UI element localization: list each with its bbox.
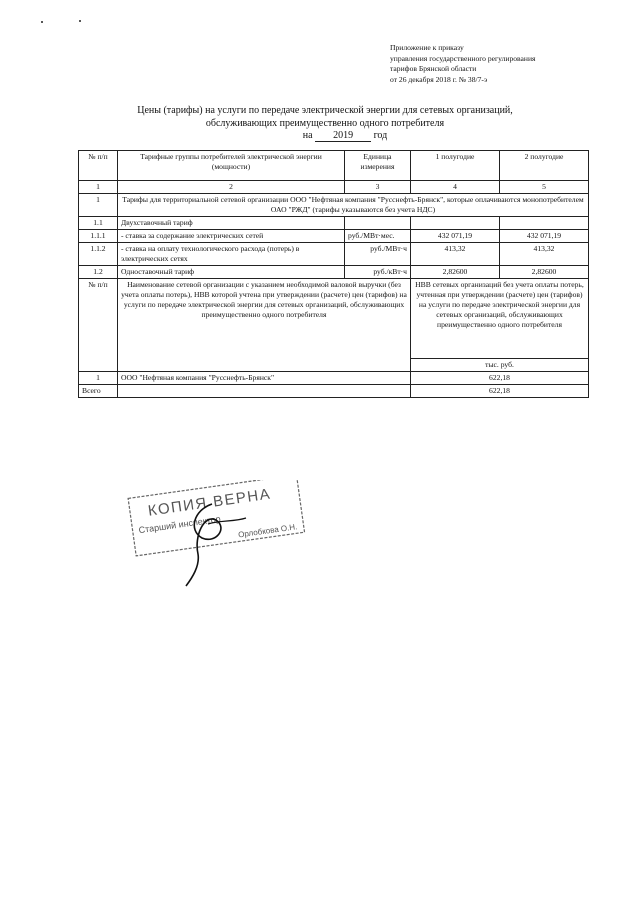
title-line-2: обслуживающих преимущественно одного потребителя <box>205 118 445 129</box>
row-h2: 2,82600 <box>500 266 589 279</box>
row-name: Двухставочный тариф <box>118 217 345 230</box>
row-num: 1.1 <box>79 217 118 230</box>
nvv-right-header: НВВ сетевых организаций без учета оплаты потерь, учтенная при утверждении (расчете) цен (тарифов) на услуги по передаче электрической энергии для сетевых организаций, обслуживающих преимущественно одного потребителя <box>411 279 589 359</box>
row-unit: руб./МВт·ч <box>345 243 411 266</box>
colnum-1: 1 <box>79 181 118 194</box>
title-line-1: Цены (тарифы) на услуги по передаче электрической энергии для сетевых организаций, <box>137 105 513 116</box>
header-row <box>79 151 589 181</box>
org-num: 1 <box>79 372 118 385</box>
nvv-header-row <box>79 279 589 359</box>
table-row <box>79 230 589 243</box>
row-num: 1.1.1 <box>79 230 118 243</box>
row-h1: 2,82600 <box>411 266 500 279</box>
total-label: Всего <box>79 385 118 398</box>
header-group: Тарифные группы потребителей электрической энергии (мощности) <box>118 151 345 181</box>
row-unit <box>345 217 411 230</box>
row-unit: руб./кВт·ч <box>345 266 411 279</box>
row-h1: 413,32 <box>411 243 500 266</box>
row-h2 <box>500 217 589 230</box>
year-line <box>280 130 410 142</box>
document-title <box>90 104 560 130</box>
stamp-title: КОПИЯ ВЕРНА <box>146 485 273 520</box>
tariff-table <box>78 150 589 398</box>
stamp-name: Орлобкова О.Н. <box>237 522 298 540</box>
row-name: - ставка за содержание электрических сетей <box>118 230 345 243</box>
row-unit: руб./МВт·мес. <box>345 230 411 243</box>
colnum-4: 4 <box>411 181 500 194</box>
org-value: 622,18 <box>411 372 589 385</box>
appendix-line-2: управления государственного регулирования <box>390 53 536 63</box>
year-value: 2019 <box>315 130 371 142</box>
total-empty <box>118 385 411 398</box>
header-h1: 1 полугодие <box>411 151 500 181</box>
copy-stamp <box>124 480 314 590</box>
header-unit: Единица измерения <box>345 151 411 181</box>
scan-mark <box>79 20 81 22</box>
section-num: 1 <box>79 194 118 217</box>
header-h2: 2 полугодие <box>500 151 589 181</box>
nvv-unit: тыс. руб. <box>411 359 589 372</box>
row-num: 1.2 <box>79 266 118 279</box>
org-name: ООО "Нефтяная компания "Русснефть-Брянск" <box>118 372 411 385</box>
stamp-position: Старший инспектор <box>137 513 222 536</box>
section-row <box>79 194 589 217</box>
appendix-line-4: от 26 декабря 2018 г. № 38/7-э <box>390 74 488 84</box>
nvv-num-header: № п/п <box>79 279 118 372</box>
row-h1: 432 071,19 <box>411 230 500 243</box>
colnum-2: 2 <box>118 181 345 194</box>
row-h2: 413,32 <box>500 243 589 266</box>
row-num: 1.1.2 <box>79 243 118 266</box>
appendix-line-1: Приложение к приказу <box>390 43 464 52</box>
total-row <box>79 385 589 398</box>
column-number-row <box>79 181 589 194</box>
row-h1 <box>411 217 500 230</box>
total-value: 622,18 <box>411 385 589 398</box>
year-prefix: на <box>302 130 313 141</box>
nvv-left-header: Наименование сетевой организации с указанием необходимой валовой выручки (без учета оплаты потерь), НВВ которой учтена при утверждении (расчете) цен (тарифов) на услуги по передаче электрической энергии для сетевых организаций, обслуживающих преимущественно одного потребителя <box>118 279 411 372</box>
row-h2: 432 071,19 <box>500 230 589 243</box>
header-num: № п/п <box>79 151 118 181</box>
scan-mark <box>41 21 43 23</box>
row-name: - ставка на оплату технологического расхода (потерь) в электрических сетях <box>118 243 345 266</box>
year-suffix: год <box>373 130 388 141</box>
colnum-3: 3 <box>345 181 411 194</box>
section-text: Тарифы для территориальной сетевой организации ООО "Нефтяная компания "Русснефть-Брянск", которые оплачиваются монопотребителем ОАО "РЖД" (тарифы указываются без учета НДС) <box>118 194 589 217</box>
row-name: Одноставочный тариф <box>118 266 345 279</box>
table-row <box>79 266 589 279</box>
table-row <box>79 217 589 230</box>
appendix-reference <box>390 43 630 85</box>
colnum-5: 5 <box>500 181 589 194</box>
appendix-line-3: тарифов Брянской области <box>390 64 477 73</box>
table-row <box>79 243 589 266</box>
org-row <box>79 372 589 385</box>
